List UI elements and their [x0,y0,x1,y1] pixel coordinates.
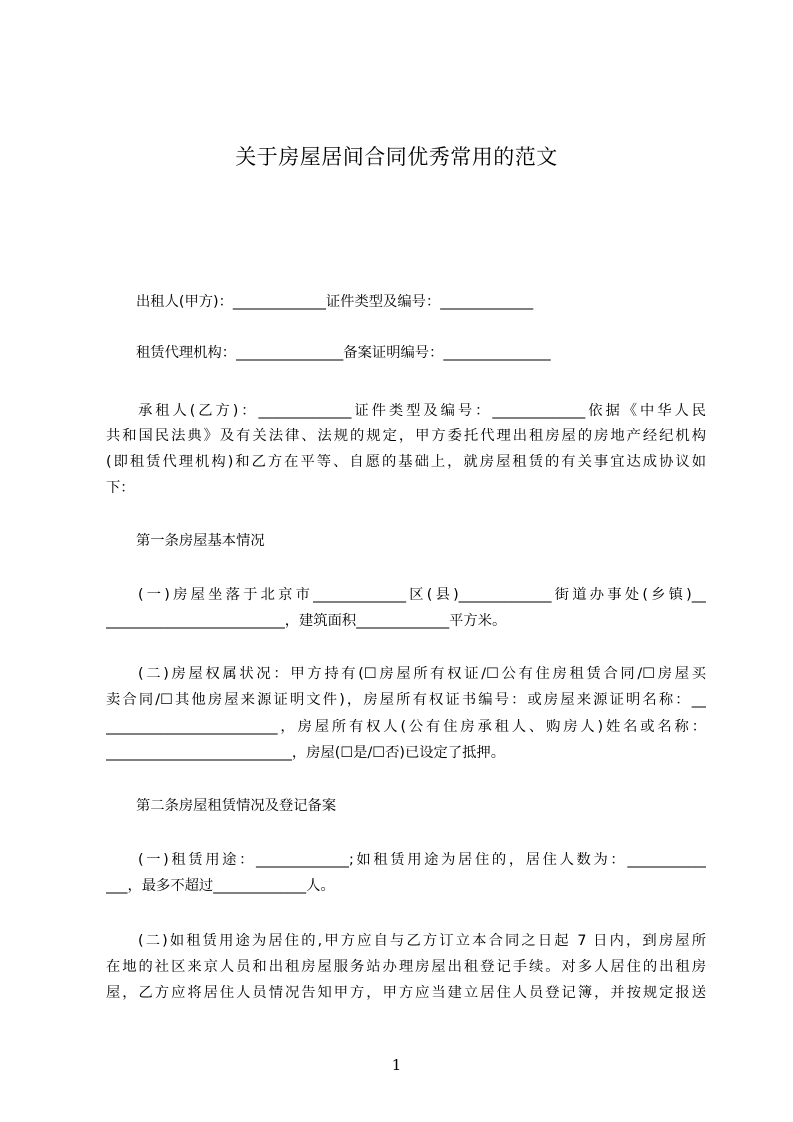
agency-line: 租赁代理机构：_______________备案证明编号：_______________ [136,345,551,361]
paragraph-line: 下： [106,480,135,496]
paragraph-line: 屋，乙方应将居住人员情况告知甲方，甲方应当建立居住人员登记簿，并按规定报送 [106,985,706,1001]
paragraph-line: __________________________，房屋(☐是/☐否)已设定了抵押。 [106,745,506,761]
paragraph-line: (二)房屋权属状况：甲方持有(☐房屋所有权证/☐公有住房租赁合同/☐房屋买 [138,666,706,682]
document-title: 关于房屋居间合同优秀常用的范文 [235,145,558,169]
paragraph-line: (二)如租赁用途为居住的,甲方应自与乙方订立本合同之日起 7 日内，到房屋所 [138,933,706,949]
paragraph-line: (一)租赁用途：_____________;如租赁用途为居住的，居住人数为：___________ [138,852,706,868]
paragraph-line: (即租赁代理机构)和乙方在平等、自愿的基础上，就房屋租赁的有关事宜达成协议如 [106,454,706,470]
paragraph-line: _________________________，建筑面积_____________平方米。 [106,613,507,629]
paragraph-line: 在地的社区来京人员和出租房屋服务站办理房屋出租登记手续。对多人居住的出租房 [106,959,706,975]
paragraph-line: 卖合同/☐其他房屋来源证明文件)，房屋所有权证书编号：或房屋来源证明名称：__ [106,692,706,708]
paragraph-line: ________________________，房屋所有权人(公有住房承租人、购房人)姓名或名称： [106,719,706,735]
page-number: 1 [391,1056,402,1074]
lessor-line: 出租人(甲方)：_____________证件类型及编号：_____________ [136,294,534,310]
section-heading: 第二条房屋租赁情况及登记备案 [136,798,337,814]
lessee-line: 承租人(乙方)：_____________证件类型及编号：_____________依据《中华人民 [138,403,706,419]
paragraph-line: (一)房屋坐落于北京市_____________区(县)_____________街道办事处(乡镇)__ [138,587,706,603]
paragraph-line: ___，最多不超过_____________人。 [106,878,335,894]
section-heading: 第一条房屋基本情况 [136,533,265,549]
paragraph-line: 共和国民法典》及有关法律、法规的规定，甲方委托代理出租房屋的房地产经纪机构 [106,428,706,444]
